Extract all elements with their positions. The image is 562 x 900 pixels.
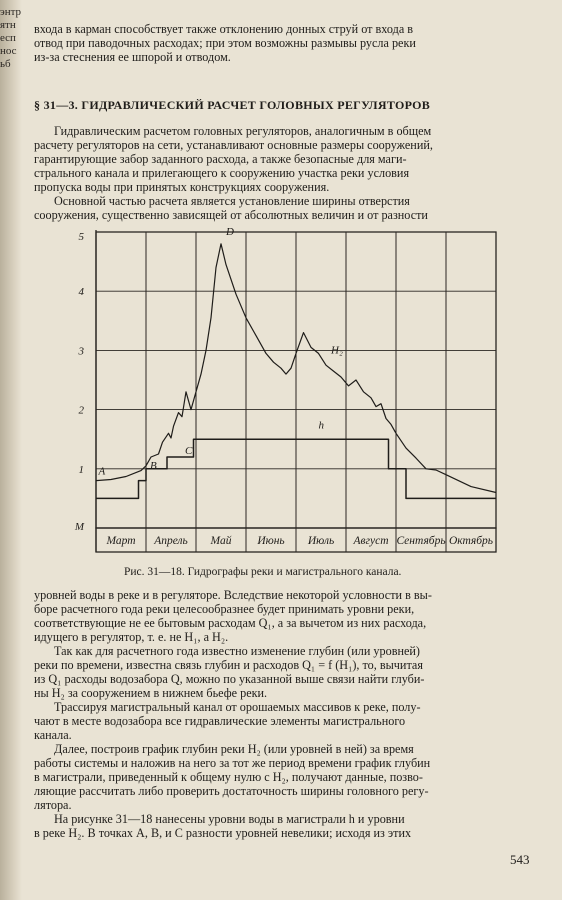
y-tick-label: 2 [78,404,84,417]
body-text [34,588,528,840]
margin-fragment: ятн [0,19,16,31]
point-label: B [150,459,157,472]
point-label: A [98,465,106,478]
point-label: h [318,419,324,432]
hydrograph-chart [56,226,504,558]
text-line: Гидравлическим расчетом головных регуляторов, аналогичным в общем [54,124,432,138]
margin-fragment: нос [0,45,17,57]
text-line: работы системы и наложив на него за тот же период времени график глубин [34,756,431,770]
point-label: D [226,226,234,238]
text-line: идущего в регулятор, т. е. не H₁, а H₂. [34,630,229,644]
text-line: чают в месте водозабора все гидравлические элементы магистрального [34,714,406,728]
y-zero-label: M [74,521,84,533]
text-line: из-за стеснения ее шпорой и отводом. [34,50,231,64]
month-label: Май [210,535,232,547]
y-tick-label: 3 [78,345,84,358]
text-line: ляющие рассчитать либо проверить достаточность ширины головного регу- [34,784,429,798]
text-line: соответствующие не ее бытовым расходам Q₁, а за вычетом из них расхода, [34,616,427,630]
y-tick-label: 5 [78,231,84,243]
text-line: Основной частью расчета является установление ширины отверстия [54,194,410,208]
intro-paragraph [34,124,528,222]
text-line: Далее, построив график глубин реки H₂ (или уровней в ней) за время [54,742,414,756]
figure-caption: Рис. 31—18. Гидрографы реки и магистрального канала. [124,566,402,578]
text-line: гарантирующие забор заданного расхода, а также безопасные для маги- [34,152,407,166]
section-heading: § 31—3. ГИДРАВЛИЧЕСКИЙ РАСЧЕТ ГОЛОВНЫХ РЕГУЛЯТОРОВ [34,98,431,112]
text-line: канала. [34,728,72,742]
y-tick-label: 1 [78,463,84,476]
top-paragraph [34,22,528,64]
text-line: пропуска воды при принятых конструкциях сооружения. [34,180,330,194]
y-tick-label: 4 [78,286,84,299]
point-label: C [185,445,193,457]
text-line: Трассируя магистральный канал от орошаемых массивов к реке, полу- [54,700,421,714]
book-page [28,0,540,900]
month-label: Июль [307,535,335,547]
book-spine-shadow [0,0,22,900]
text-line: Так как для расчетного года известно изменение глубин (или уровней) [54,644,420,658]
text-line: реки по времени, известна связь глубин и расходов Q₁ = f (H₁), то, вычитая [34,658,423,672]
month-label: Июнь [257,535,285,547]
text-line: отвод при паводочных расходах; при этом возможны размывы русла реки [34,36,416,50]
text-line: ны H₂ за сооружением в нижнем бьефе реки. [34,686,268,700]
month-label: Март [106,535,136,547]
month-label: Сентябрь [396,535,446,547]
point-label: H₂ [331,344,343,357]
text-line: из Q₁ расходы водозабора Q, можно по указанной выше связи найти глуби- [34,672,425,686]
text-line: входа в карман способствует также отклонению донных струй от входа в [34,22,414,36]
margin-fragment: энтр [0,6,22,18]
text-line: лятора. [34,798,72,812]
month-label: Август [353,535,389,547]
text-line: сооружения, существенно зависящей от абсолютных величин и от разности [34,208,428,222]
text-line: боре расчетного года реки целесообразнее будет принимать уровни реки, [34,602,415,616]
page-number: 543 [510,852,530,867]
text-line: На рисунке 31—18 нанесены уровни воды в магистрали h и уровни [54,812,405,826]
previous-page-margin-fragments [0,6,24,71]
margin-fragment: есп [0,32,16,44]
text-line: в реке H₂. В точках A, B, и C разности уровней невелики; исходя из этих [34,826,412,840]
text-line: расчету регуляторов на сети, устанавливают основные размеры сооружений, [34,138,433,152]
text-line: стрального канала и прилегающего к сооружению участка реки условия [34,166,410,180]
month-label: Апрель [154,535,188,547]
month-label: Октябрь [448,535,494,547]
hydrograph-figure [56,226,504,558]
margin-fragment: ьб [0,58,11,70]
text-line: уровней воды в реке и в регуляторе. Вследствие некоторой условности в вы- [34,588,432,602]
text-line: в магистрали, приведенный к общему нулю с H₂, получают данные, позво- [34,770,423,784]
